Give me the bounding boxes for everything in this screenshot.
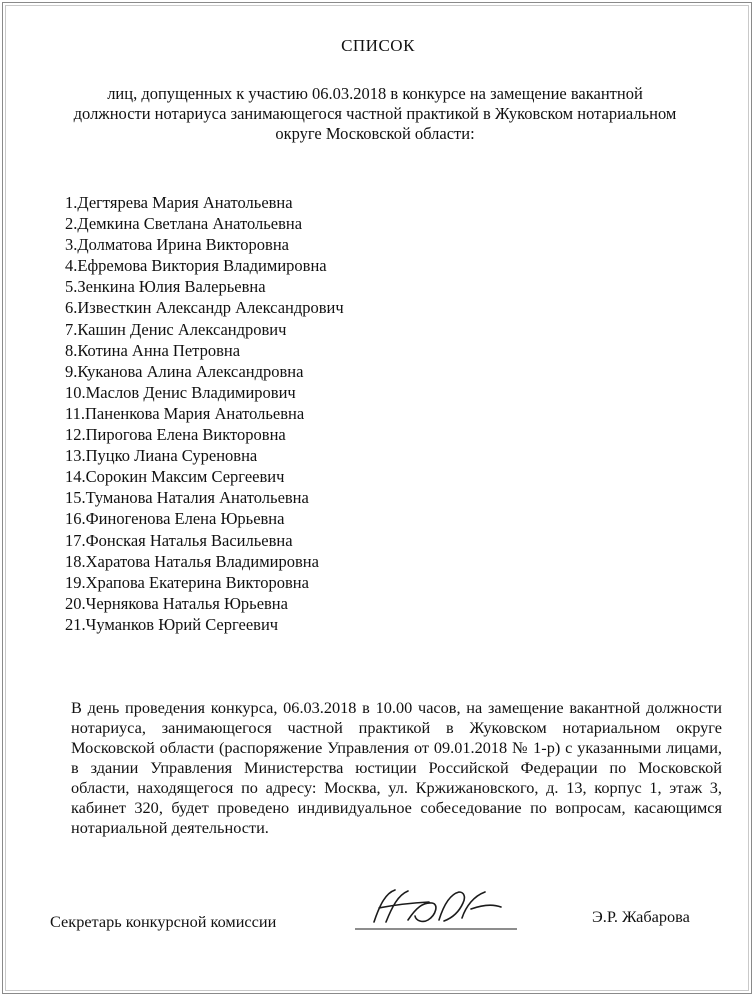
candidate-item: 2.Демкина Светлана Анатольевна <box>65 214 303 234</box>
candidate-item: 14.Сорокин Максим Сергеевич <box>65 467 285 487</box>
candidate-item: 20.Чернякова Наталья Юрьевна <box>65 593 288 613</box>
candidate-item: 3.Долматова Ирина Викторовна <box>65 235 289 255</box>
candidate-item: 19.Храпова Екатерина Викторовна <box>65 572 309 592</box>
candidate-item: 16.Финогенова Елена Юрьевна <box>65 509 285 529</box>
candidate-item: 10.Маслов Денис Владимирович <box>65 382 296 402</box>
candidate-item: 17.Фонская Наталья Васильевна <box>65 530 293 550</box>
announcement-paragraph <box>71 698 722 838</box>
candidate-item: 4.Ефремова Виктория Владимировна <box>65 256 327 276</box>
candidate-item: 11.Паненкова Мария Анатольевна <box>65 403 305 423</box>
candidate-list <box>65 192 485 635</box>
signature-role: Секретарь конкурсной комиссии <box>50 912 277 931</box>
candidate-item: 5.Зенкина Юлия Валерьевна <box>65 277 266 297</box>
candidate-item: 18.Харатова Наталья Владимировна <box>65 551 319 571</box>
handwritten-signature <box>350 882 525 938</box>
candidate-item: 21.Чуманков Юрий Сергеевич <box>65 614 279 634</box>
candidate-item: 9.Куканова Алина Александровна <box>65 361 304 381</box>
candidate-item: 1.Дегтярева Мария Анатольевна <box>65 193 293 212</box>
announcement-text: В день проведения конкурса, 06.03.2018 в 10.00 часов, на замещение вакантной должности нотариуса, занимающегося частной практикой в Жуковском нотариальном округе Московской области (распоряжение Управления от 09.01.2018 № 1-р) с указанными лицами, в здании Управления Министерства юстиции Российской Федерации по Московской области, находящегося по адресу: Москва, ул. Кржижановского, д. 13, корпус 1, этаж 3, кабинет 320, будет проведено индивидуальное собеседование по вопросам, касающимся нотариальной деятельности. <box>71 698 722 837</box>
candidate-item: 13.Пуцко Лиана Суреновна <box>65 446 258 466</box>
document-title: СПИСОК <box>341 36 415 55</box>
document-subtitle: лиц, допущенных к участию 06.03.2018 в конкурсе на замещение вакантной должности нотариуса занимающегося частной практикой в Жуковском нотариальном округе Московской области: <box>73 84 677 143</box>
candidate-item: 12.Пирогова Елена Викторовна <box>65 425 286 445</box>
candidate-item: 15.Туманова Наталия Анатольевна <box>65 488 309 508</box>
candidate-item: 6.Известкин Александр Александрович <box>65 298 344 318</box>
signature-name: Э.Р. Жабарова <box>592 907 690 926</box>
candidate-item: 7.Кашин Денис Александрович <box>65 319 287 339</box>
candidate-item: 8.Котина Анна Петровна <box>65 340 241 360</box>
